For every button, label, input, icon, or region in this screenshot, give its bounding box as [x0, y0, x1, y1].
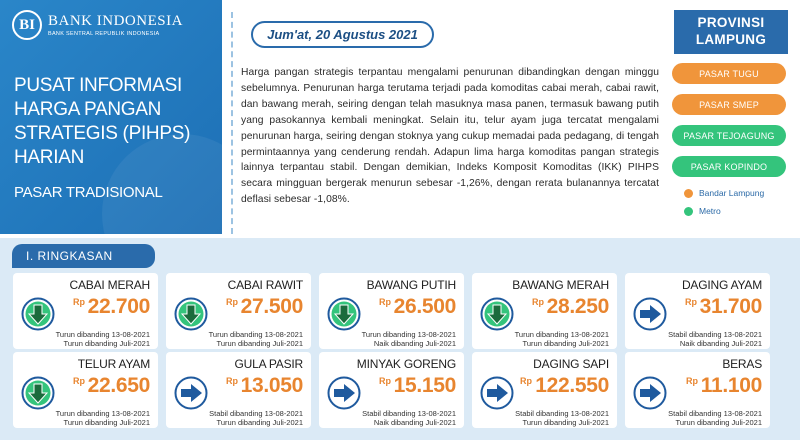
commodity-name: MINYAK GORENG	[356, 357, 456, 371]
weekly-comparison: Turun dibanding 13-08-2021	[361, 330, 456, 339]
commodity-name: CABAI MERAH	[69, 278, 150, 292]
down-arrow-icon	[21, 376, 55, 410]
commodity-price: 26.500	[393, 295, 456, 318]
date-label: Jum'at, 20 Agustus 2021	[251, 21, 434, 48]
right-arrow-icon	[633, 376, 667, 410]
page-title: PUSAT INFORMASI HARGA PANGAN STRATEGIS (PIHPS) HARIAN	[14, 75, 191, 168]
weekly-comparison: Stabil dibanding 13-08-2021	[668, 409, 762, 418]
right-arrow-icon	[480, 376, 514, 410]
commodity-card	[166, 273, 311, 349]
monthly-comparison: Naik dibanding Juli-2021	[679, 339, 762, 348]
monthly-comparison: Turun dibanding Juli-2021	[216, 339, 303, 348]
currency-label: Rp	[73, 376, 85, 386]
currency-label: Rp	[686, 376, 698, 386]
legend-dot-icon	[684, 189, 693, 198]
bank-emblem-icon: BI	[12, 10, 42, 40]
down-arrow-icon	[480, 297, 514, 331]
currency-label: Rp	[379, 297, 391, 307]
commodity-card	[319, 352, 464, 428]
down-arrow-icon	[21, 297, 55, 331]
commodity-card	[472, 352, 617, 428]
commodity-card	[472, 273, 617, 349]
legend-label: Metro	[699, 206, 721, 216]
commodity-price: 13.050	[240, 374, 303, 397]
commodity-price: 22.700	[87, 295, 150, 318]
currency-label: Rp	[226, 297, 238, 307]
market-button[interactable]: PASAR TUGU	[672, 63, 786, 84]
market-button[interactable]: PASAR TEJOAGUNG	[672, 125, 786, 146]
commodity-name: BAWANG PUTIH	[366, 278, 456, 292]
monthly-comparison: Turun dibanding Juli-2021	[216, 418, 303, 427]
currency-label: Rp	[532, 297, 544, 307]
weekly-comparison: Stabil dibanding 13-08-2021	[209, 409, 303, 418]
weekly-comparison: Stabil dibanding 13-08-2021	[515, 409, 609, 418]
weekly-comparison: Turun dibanding 13-08-2021	[55, 409, 150, 418]
currency-label: Rp	[226, 376, 238, 386]
currency-label: Rp	[73, 297, 85, 307]
commodity-name: TELUR AYAM	[77, 357, 150, 371]
bank-logo	[12, 10, 183, 40]
right-arrow-icon	[633, 297, 667, 331]
weekly-comparison: Stabil dibanding 13-08-2021	[362, 409, 456, 418]
weekly-comparison: Turun dibanding 13-08-2021	[208, 330, 303, 339]
commodity-card	[13, 273, 158, 349]
commodity-price: 22.650	[87, 374, 150, 397]
bank-name: BANK INDONESIA	[48, 13, 183, 29]
monthly-comparison: Turun dibanding Juli-2021	[522, 418, 609, 427]
market-button[interactable]: PASAR SMEP	[672, 94, 786, 115]
commodity-card	[625, 273, 770, 349]
currency-label: Rp	[520, 376, 532, 386]
down-arrow-icon	[174, 297, 208, 331]
monthly-comparison: Turun dibanding Juli-2021	[675, 418, 762, 427]
commodity-price: 122.550	[535, 374, 609, 397]
commodity-card	[166, 352, 311, 428]
bank-subtitle: BANK SENTRAL REPUBLIK INDONESIA	[48, 31, 160, 37]
monthly-comparison: Turun dibanding Juli-2021	[522, 339, 609, 348]
commodity-price: 11.100	[700, 374, 762, 397]
monthly-comparison: Turun dibanding Juli-2021	[63, 418, 150, 427]
page-subtitle: PASAR TRADISIONAL	[14, 184, 163, 201]
commodity-name: BERAS	[722, 357, 762, 371]
weekly-comparison: Turun dibanding 13-08-2021	[55, 330, 150, 339]
commodity-name: CABAI RAWIT	[227, 278, 303, 292]
commodity-card	[319, 273, 464, 349]
right-arrow-icon	[174, 376, 208, 410]
commodity-price: 28.250	[546, 295, 609, 318]
commodity-card	[13, 352, 158, 428]
commodity-name: DAGING SAPI	[533, 357, 609, 371]
legend-item	[684, 206, 721, 216]
commodity-card	[625, 352, 770, 428]
commodity-price: 15.150	[393, 374, 456, 397]
right-arrow-icon	[327, 376, 361, 410]
divider	[231, 12, 233, 234]
commodity-price: 27.500	[240, 295, 303, 318]
down-arrow-icon	[327, 297, 361, 331]
commodity-name: GULA PASIR	[234, 357, 303, 371]
legend-item	[684, 188, 764, 198]
market-button[interactable]: PASAR KOPINDO	[672, 156, 786, 177]
section-title: I. RINGKASAN	[12, 244, 155, 268]
monthly-comparison: Turun dibanding Juli-2021	[63, 339, 150, 348]
legend-dot-icon	[684, 207, 693, 216]
province-title: PROVINSI LAMPUNG	[674, 10, 788, 54]
currency-label: Rp	[379, 376, 391, 386]
commodity-name: DAGING AYAM	[681, 278, 762, 292]
commodity-price: 31.700	[699, 295, 762, 318]
commodity-name: BAWANG MERAH	[512, 278, 609, 292]
weekly-comparison: Stabil dibanding 13-08-2021	[668, 330, 762, 339]
currency-label: Rp	[685, 297, 697, 307]
monthly-comparison: Naik dibanding Juli-2021	[373, 339, 456, 348]
legend-label: Bandar Lampung	[699, 188, 765, 198]
monthly-comparison: Naik dibanding Juli-2021	[373, 418, 456, 427]
weekly-comparison: Turun dibanding 13-08-2021	[514, 330, 609, 339]
header-banner	[0, 0, 222, 234]
summary-text: Harga pangan strategis terpantau mengalami penurunan dibandingkan dengan minggu sebelumnya. Penurunan harga terutama terjadi pada komoditas cabai merah, cabai rawit, dan bawang merah, seiring dengan telah masuknya masa panen, termasuk bawang putih yang pasokannya kembali meningkat. Selain itu, telur ayam juga tercatat mengalami penurunan harga, seiring dengan stoknya yang cukup memadai pada pedagang, di tengah permintaannya yang cenderung rendah. Adapun lima harga komoditas pangan strategis lainnya terpantau stabil. Dengan demikian, Indeks Komposit Komoditas (IKK) PIHPS secara mingguan bergerak menurun sebesar -1,26%, dengan rerata bulanannya tercatat deflasi sebesar -1,08%.	[241, 67, 659, 206]
